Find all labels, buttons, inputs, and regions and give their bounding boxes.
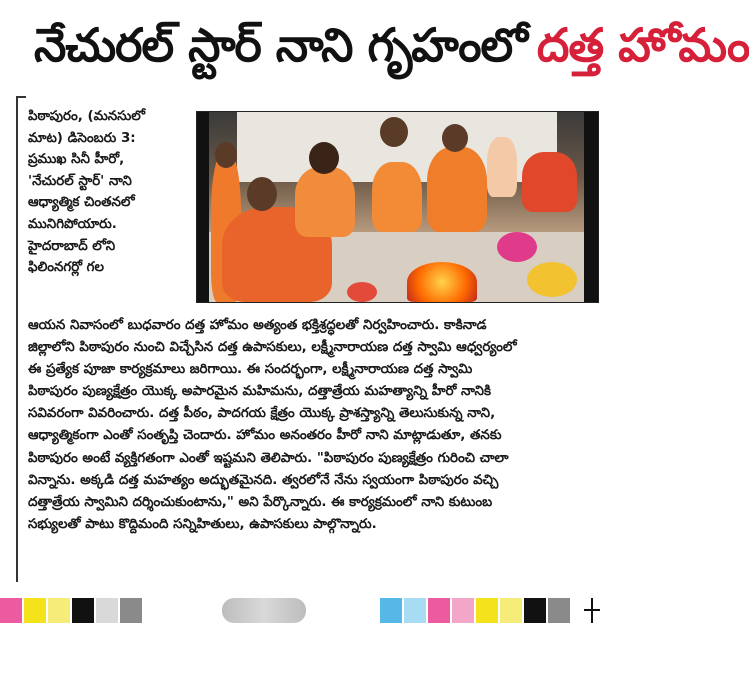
lead-line: ప్రముఖ సినీ హీరో,: [28, 152, 125, 168]
color-swatch: [500, 598, 522, 623]
headline: [34, 10, 749, 80]
body-line: పిఠాపురం అంటే వ్యక్తిగతంగా ఎంతో ఇష్టమని తెలిపారు. "పిఠాపురం పుణ్యక్షేత్రం గురించి చాలా: [28, 450, 509, 466]
body-line: ఆయన నివాసంలో బుధవారం దత్త హోమం అత్యంత భక్తిశ్రద్ధలతో నిర్వహించారు. కాకినాడ: [28, 318, 487, 333]
color-swatch: [548, 598, 570, 623]
lead-line: హైదరాబాద్ లోని: [28, 238, 116, 254]
body-line: దత్తాత్రేయ స్వామిని దర్శించుకుంటాను," అని పేర్కొన్నారు. ఈ కార్యక్రమంలో నాని కుటుంబ: [28, 494, 493, 510]
lead-line: ఆధ్యాత్మిక చింతనలో: [28, 195, 135, 211]
color-swatch: [476, 598, 498, 623]
article-photo: [196, 111, 599, 303]
body-line: విన్నాను. అక్కడి దత్త మహత్యం అద్భుతమైనది. త్వరలోనే నేను స్వయంగా పిఠాపురం వచ్చి: [28, 472, 499, 488]
print-color-bar-right: [380, 598, 580, 623]
body-line: ఈ ప్రత్యేక పూజా కార్యక్రమాలు జరిగాయి. ఈ సందర్భంగా, లక్ష్మీనారాయణ దత్త స్వామి: [28, 362, 473, 378]
body-line: జిల్లాలోని పిఠాపురం నుంచి విచ్చేసిన దత్త ఉపాసకులు, లక్ష్మీనారాయణ దత్త స్వామి ఆధ్వర్యంలో: [28, 340, 517, 356]
color-swatch: [428, 598, 450, 623]
color-swatch: [0, 598, 22, 623]
body-line: సభ్యులతో పాటు కొద్దిమంది సన్నిహితులు, ఉపాసకులు పాల్గొన్నారు.: [28, 516, 377, 532]
color-swatch: [48, 598, 70, 623]
lead-line: మునిగిపోయారు.: [28, 216, 117, 232]
lead-line: ఫిలింనగర్లో గల: [28, 260, 104, 276]
color-swatch: [72, 598, 94, 623]
body-paragraph: [28, 315, 628, 536]
lead-line: మాట) డిసెంబరు 3:: [28, 130, 136, 146]
color-swatch: [380, 598, 402, 623]
lead-line: పిఠాపురం, (మనసులో: [28, 109, 145, 124]
print-color-bar-left: [0, 598, 210, 623]
headline-red: దత్త హోమం: [536, 18, 749, 72]
body-line: పిఠాపురం పుణ్యక్షేత్రం యొక్క అపారమైన మహిమను, దత్తాత్రేయ మహత్యాన్ని హీరో నానికి: [28, 384, 491, 400]
column-rule-top: [16, 96, 26, 98]
print-grey-pill: [222, 598, 306, 623]
color-swatch: [96, 598, 118, 623]
headline-black: నేచురల్ స్టార్ నాని గృహంలో: [34, 18, 527, 72]
lead-line: 'నేచురల్ స్టార్' నాని: [28, 173, 132, 189]
column-rule: [16, 96, 18, 582]
lead-paragraph: [28, 106, 193, 279]
body-line: సవివరంగా వివరించారు. దత్త పీఠం, పాదగయ క్షేత్రం యొక్క ప్రాశస్త్యాన్ని తెలుసుకున్న నాని,: [28, 406, 496, 422]
color-swatch: [452, 598, 474, 623]
color-swatch: [524, 598, 546, 623]
body-line: ఆధ్యాత్మికంగా ఎంతో సంతృప్తి చెందారు. హోమం అనంతరం హీరో నాని మాట్లాడుతూ, తనకు: [28, 428, 502, 444]
color-swatch: [24, 598, 46, 623]
color-swatch: [404, 598, 426, 623]
registration-mark-icon: [584, 598, 600, 623]
color-swatch: [120, 598, 142, 623]
